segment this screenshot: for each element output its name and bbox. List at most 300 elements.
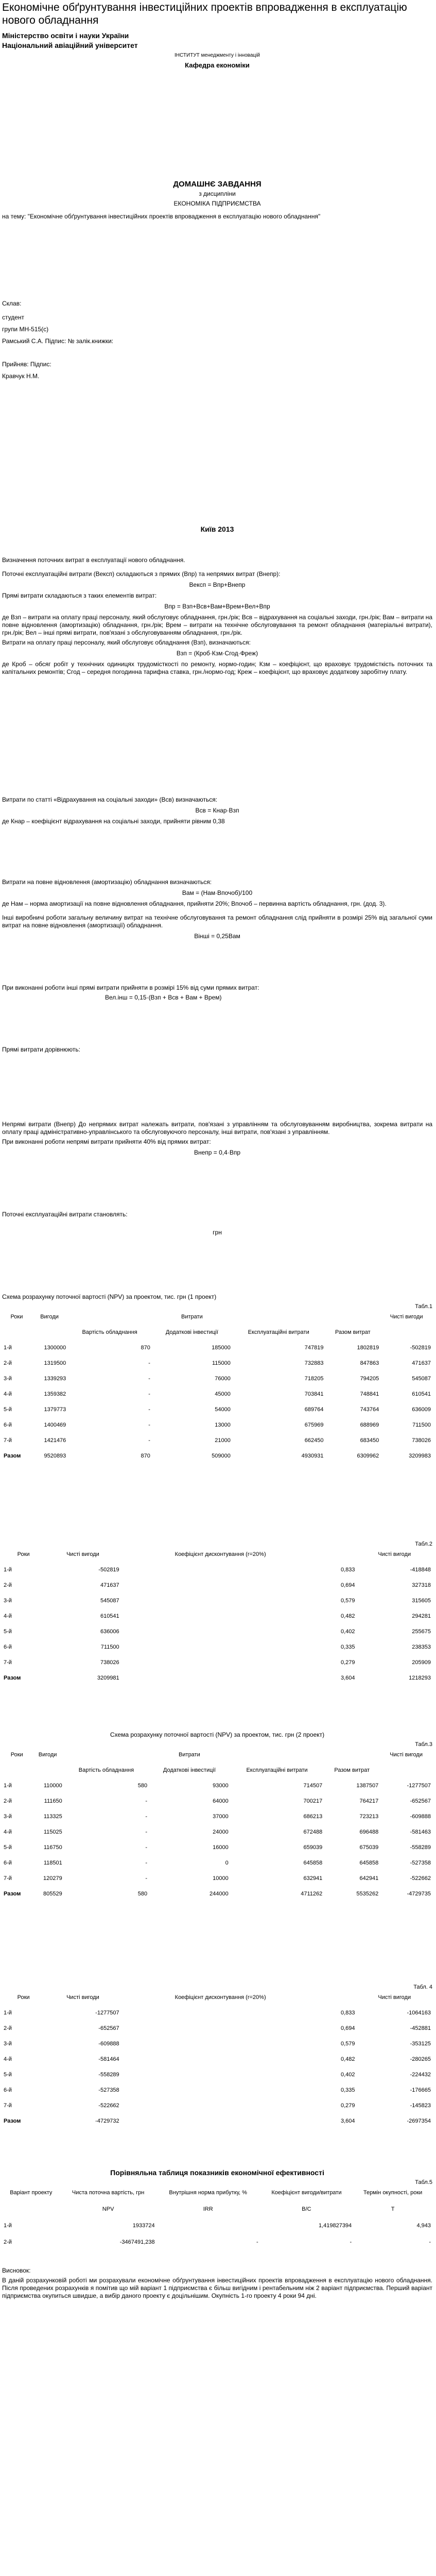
- table-cell: 0,579: [340, 2041, 355, 2047]
- table-row: [2, 1628, 432, 1643]
- table-cell: [2, 1328, 31, 1344]
- table-row: [2, 1843, 432, 1859]
- table-cell: 6309962: [357, 1453, 379, 1459]
- table-cell: 743764: [360, 1406, 379, 1413]
- table-cell: 6-й: [4, 1644, 12, 1650]
- table-cell: 642941: [359, 1875, 379, 1882]
- table-cell: Чисті вигоди: [378, 1994, 411, 2001]
- table-cell: 0,279: [340, 1659, 355, 1666]
- table-row: [2, 1581, 432, 1597]
- table-cell: -558289: [98, 2072, 119, 2078]
- table-cell: 3-й: [4, 1376, 12, 1382]
- table-cell: 545087: [100, 1598, 119, 1604]
- paragraph-1: Поточні експлуатаційні витрати (Вексп) складаються з прямих (Впр) та непрямих витрат (Внепр):: [2, 570, 281, 578]
- table-cell: 64000: [213, 1798, 229, 1804]
- table-cell: 632941: [303, 1875, 323, 1882]
- table-cell: [64, 1751, 149, 1766]
- teacher-name: Кравчук Н.М.: [2, 372, 40, 380]
- table-cell: Роки: [10, 1314, 23, 1320]
- table-cell: Разом: [4, 2118, 21, 2124]
- table-cell: 5-й: [4, 1844, 12, 1851]
- table-cell: 1-й: [4, 1783, 12, 1789]
- table-cell: 205909: [412, 1659, 431, 1666]
- table-cell: 545087: [412, 1376, 431, 1382]
- table-cell: 659039: [303, 1844, 323, 1851]
- table-cell: 711500: [412, 1422, 431, 1428]
- table-cell: 662450: [304, 1437, 324, 1444]
- table-cell: 6-й: [4, 1860, 12, 1866]
- table-cell: 1-й: [4, 2010, 12, 2016]
- table-cell: Роки: [17, 1551, 30, 1557]
- table-cell: 113325: [43, 1814, 62, 1820]
- table-cell: 714507: [303, 1783, 323, 1789]
- table-cell: 76000: [215, 1376, 231, 1382]
- table-cell: -280265: [410, 2056, 431, 2062]
- table-cell: [121, 2102, 320, 2117]
- table-cell: -527358: [98, 2087, 119, 2093]
- table-cell: [67, 1313, 152, 1328]
- conclusion-text: В даній розрахунковій роботі ми розрахували економічне обґрунтування інвестиційних проектів впровадження в експлуатацію нового обладнання. Після проведених розрахунків я помітив що мій варіант 1 підприємства є більш вигідним і рентабельним ніж 2 варіант підприємства. Перший варіант підприємства окупиться швидше, а вибір даного проекту є доцільнішим. Окупність 1-го проекту 4 роки 94 дні.: [2, 2277, 432, 2299]
- table-cell: 738026: [100, 1659, 119, 1666]
- table-cell: 1-й: [4, 2223, 12, 2229]
- table-row: [2, 2071, 432, 2086]
- table-cell: 2-й: [4, 1360, 12, 1366]
- table-cell: Коефіцієнт дисконтування (r=20%): [175, 1994, 266, 2001]
- table-row: [2, 1597, 432, 1612]
- table-row: [2, 1436, 432, 1452]
- table-row: [2, 2117, 432, 2132]
- table-cell: -: [148, 1360, 150, 1366]
- table-cell: -502819: [410, 1345, 431, 1351]
- table-cell: 1339293: [44, 1376, 66, 1382]
- table-cell: 703841: [304, 1391, 324, 1397]
- table-cell: -1277507: [95, 2010, 119, 2016]
- table-row: [2, 1390, 432, 1405]
- table-cell: 3-й: [4, 1598, 12, 1604]
- table-cell: 689764: [304, 1406, 324, 1413]
- table-cell: [121, 1674, 320, 1689]
- table-cell: 115000: [212, 1360, 231, 1366]
- table-cell: Коефіцієнт вигоди/витрати: [271, 2190, 342, 2196]
- department-name: Кафедра економіки: [185, 61, 250, 69]
- student-label: студент: [2, 314, 25, 321]
- table-header-row: [2, 1993, 432, 2009]
- table-cell: -1064163: [407, 2010, 431, 2016]
- table-cell: -522662: [410, 1875, 431, 1882]
- ministry-name: Міністерство освіти і науки України: [2, 31, 129, 40]
- table-cell: 10000: [213, 1875, 229, 1882]
- table-cell: 3209981: [97, 1675, 119, 1681]
- table-cell: -: [145, 1844, 148, 1851]
- formula-7: Вел.інш = 0,15·(Взп + Всв + Вам + Врем): [105, 994, 222, 1001]
- table-cell: 0,833: [340, 1567, 355, 1573]
- table-cell: 4,943: [416, 2223, 431, 2229]
- paragraph-8: Витрати на повне відновлення (амортизацію) обладнання визначаються:: [2, 878, 212, 886]
- table-cell: [320, 1993, 357, 2009]
- paragraph-13: Непрямі витрати (Внепр) До непрямих витрат належать витрати, пов'язані з управлінням та обслуговуванням виробництва, зокрема витрати на оплату праці адміністративно-управлінського та обслуговуючого персоналу, інші витрати, пов'язані з управлінням.: [2, 1121, 432, 1136]
- table-cell: 471637: [412, 1360, 431, 1366]
- table-cell: 7-й: [4, 1875, 12, 1882]
- table-cell: 711500: [100, 1644, 119, 1650]
- table-cell: 4-й: [4, 1613, 12, 1619]
- table-cell: Чисті вигоди: [390, 1314, 423, 1320]
- table-cell: 5-й: [4, 2072, 12, 2078]
- formula-3: Взп = (Кроб·Кзм·Сгод·Фреж): [176, 650, 258, 657]
- table-cell: 6-й: [4, 1422, 12, 1428]
- table-cell: -: [145, 1860, 148, 1866]
- paragraph-15: Поточні експлуатаційні витрати становлять:: [2, 1211, 128, 1218]
- accepted-by-label: Прийняв: Підпис:: [2, 361, 51, 368]
- table-cell: [324, 1751, 380, 1766]
- table-cell: Внутрішня норма прибутку, %: [169, 2190, 247, 2196]
- table5-title: Порівняльна таблиця показників економічної ефективності: [110, 2168, 324, 2177]
- table-cell: 794205: [360, 1376, 379, 1382]
- assignment-heading: ДОМАШНЄ ЗАВДАННЯ: [173, 180, 261, 189]
- paragraph-7: де Кнар – коефіцієнт відрахування на соціальні заходи, прийняти рівним 0,38: [2, 818, 225, 825]
- table-cell: 0,482: [340, 2056, 355, 2062]
- table-cell: [380, 1328, 432, 1344]
- table-cell: 718205: [304, 1376, 324, 1382]
- table-cell: Вигоди: [38, 1752, 57, 1758]
- group-label: групи МН-515(с): [2, 326, 49, 333]
- table-cell: 675039: [359, 1844, 379, 1851]
- table-cell: -: [148, 1422, 150, 1428]
- table-cell: Додаткові інвестиції: [165, 1329, 218, 1335]
- table-cell: Чисті вигоди: [390, 1752, 423, 1758]
- table-cell: 0,402: [340, 1629, 355, 1635]
- table-cell: 4-й: [4, 1391, 12, 1397]
- table-cell: 111650: [44, 1798, 62, 1804]
- table-cell: -558289: [410, 1844, 431, 1851]
- table-row: [2, 1859, 432, 1874]
- table-header-row: [2, 2189, 432, 2205]
- npv-table-project-2: [2, 1751, 432, 1905]
- assignment-topic: на тему: "Економічне обґрунтування інвестиційних проектів впровадження в експлуатацію нового обладнання": [2, 213, 321, 220]
- table-cell: [31, 1766, 63, 1782]
- table-subheader-row: [2, 2205, 432, 2222]
- table-cell: 1319500: [44, 1360, 66, 1366]
- table-cell: NPV: [102, 2206, 114, 2212]
- table-cell: -353125: [410, 2041, 431, 2047]
- table-cell: Експлуатаційні витрати: [246, 1767, 308, 1773]
- table-cell: 3-й: [4, 2041, 12, 2047]
- table-cell: 1421476: [44, 1437, 66, 1444]
- table-cell: 732883: [304, 1360, 324, 1366]
- table-row: [2, 1405, 432, 1421]
- table-cell: 4930931: [301, 1453, 324, 1459]
- table-row: [2, 1375, 432, 1390]
- table-row: [2, 1566, 432, 1581]
- table-cell: [232, 1313, 325, 1328]
- table-cell: [121, 2117, 320, 2132]
- table-cell: Вартість обладнання: [82, 1329, 137, 1335]
- table-row: [2, 2009, 432, 2024]
- city-year: Київ 2013: [200, 525, 234, 533]
- table-cell: 0,482: [340, 1613, 355, 1619]
- table-cell: [121, 2086, 320, 2102]
- table-cell: Чисті вигоди: [66, 1551, 99, 1557]
- table-cell: -: [148, 1406, 150, 1413]
- table-cell: 327318: [412, 1582, 431, 1588]
- table-row: [2, 1643, 432, 1658]
- table-cell: 748841: [360, 1391, 379, 1397]
- table-cell: -652567: [410, 1798, 431, 1804]
- paragraph-2: Прямі витрати складаються з таких елементів витрат:: [2, 592, 157, 599]
- table-cell: [121, 1581, 320, 1597]
- paragraph-9: де Нам – норма амортизації на повне відновлення обладнання, прийняти 20%; Впочоб – первинна вартість обладнання, грн. (дод. 3).: [2, 900, 387, 907]
- table-cell: 683450: [360, 1437, 379, 1444]
- table-cell: 7-й: [4, 1659, 12, 1666]
- table-row: [2, 1344, 432, 1359]
- table-cell: 7-й: [4, 1437, 12, 1444]
- table-cell: 110000: [43, 1783, 62, 1789]
- table-cell: 7-й: [4, 2103, 12, 2109]
- table-cell: 1933724: [132, 2223, 155, 2229]
- table-cell: 672488: [303, 1829, 323, 1835]
- table-cell: -145823: [410, 2103, 431, 2109]
- table-cell: 747819: [304, 1345, 324, 1351]
- table-cell: -4729732: [95, 2118, 119, 2124]
- table-cell: [121, 1597, 320, 1612]
- formula-8: Внепр = 0,4·Впр: [194, 1149, 240, 1156]
- table3-title: Схема розрахунку поточної вартості (NPV) за проектом, тис. грн (2 проект): [110, 1731, 325, 1738]
- table-cell: 870: [141, 1453, 150, 1459]
- table-cell: 255675: [412, 1629, 431, 1635]
- table-cell: 645858: [303, 1860, 323, 1866]
- efficiency-comparison-table: [2, 2189, 432, 2255]
- table-row: [2, 1874, 432, 1890]
- table-cell: 1802819: [357, 1345, 379, 1351]
- table-cell: 509000: [212, 1453, 231, 1459]
- table-cell: 0,335: [340, 2087, 355, 2093]
- table-cell: 24000: [213, 1829, 229, 1835]
- table-row: [2, 1782, 432, 1797]
- table-cell: [121, 1658, 320, 1674]
- table-cell: -: [148, 1376, 150, 1382]
- table-cell: Разом: [4, 1675, 21, 1681]
- table-cell: [230, 1751, 324, 1766]
- table-cell: 696488: [359, 1829, 379, 1835]
- table-cell: 580: [137, 1783, 148, 1789]
- table-header-row: [2, 1313, 432, 1328]
- table-cell: Чисті вигоди: [66, 1994, 99, 2001]
- table-cell: 3-й: [4, 1814, 12, 1820]
- table-cell: Експлуатаційні витрати: [248, 1329, 309, 1335]
- table-cell: 610541: [100, 1613, 119, 1619]
- table-cell: [2, 2205, 60, 2222]
- table-cell: Разом: [4, 1453, 21, 1459]
- table-row: [2, 2238, 432, 2255]
- paragraph-12: Прямі витрати дорівнюють:: [2, 1046, 80, 1053]
- table-cell: B/C: [302, 2206, 311, 2212]
- table5-caption: Табл.5: [415, 2179, 432, 2185]
- table-cell: 37000: [213, 1814, 229, 1820]
- table-cell: -522662: [98, 2103, 119, 2109]
- table1-caption: Табл.1: [415, 1303, 432, 1310]
- currency-unit: грн: [213, 1229, 222, 1236]
- table-cell: [121, 2040, 320, 2055]
- table-cell: 1218293: [409, 1675, 431, 1681]
- table-cell: 0,694: [340, 1582, 355, 1588]
- table-cell: 688969: [360, 1422, 379, 1428]
- paragraph-3: де Взп – витрати на оплату праці персоналу, який обслуговує обладнання, грн./рік; Всв – відрахування на соціальні заходи, грн./рік; Вам – витрати на повне відновлення (амортизацію) обладнання, грн./рік; Врем – витрати на технічне обслуговування та ремонт обладнання (матеріальні витрати), грн./рік; Вел – інші прямі витрати, пов'язані з обслуговуванням обладнання, грн./рік.: [2, 614, 432, 636]
- table-cell: [121, 2071, 320, 2086]
- discounted-benefits-table-project-1: [2, 1550, 432, 1689]
- table-cell: [121, 2009, 320, 2024]
- table-row: [2, 1452, 432, 1467]
- table-cell: 2-й: [4, 1582, 12, 1588]
- paragraph-6: Витрати по статті «Відрахування на соціальні заходи» (Всв) визначаються:: [2, 796, 218, 803]
- table-cell: 2-й: [4, 2025, 12, 2031]
- table-cell: [2, 1766, 31, 1782]
- table-cell: 93000: [213, 1783, 229, 1789]
- table4-caption: Табл. 4: [413, 1984, 432, 1990]
- formula-5: Вам = (Нам·Впочоб)/100: [182, 889, 253, 896]
- table-cell: -4729735: [407, 1891, 431, 1897]
- table-cell: 870: [141, 1345, 150, 1351]
- table-cell: T: [391, 2206, 395, 2212]
- student-name: Рамський С.А. Підпис: № залік.книжки:: [2, 337, 114, 345]
- table-cell: 636006: [100, 1629, 119, 1635]
- table-cell: 185000: [212, 1345, 231, 1351]
- table-cell: 1400469: [44, 1422, 66, 1428]
- table-cell: -2697354: [407, 2118, 431, 2124]
- paragraph-11: При виконанні роботи інші прямі витрати прийняти в розмірі 15% від суми прямих витрат:: [2, 984, 259, 991]
- table-cell: 764217: [359, 1798, 379, 1804]
- table-subheader-row: [2, 1766, 432, 1782]
- table-subheader-row: [2, 1328, 432, 1344]
- table-cell: 54000: [215, 1406, 231, 1413]
- table-cell: Варіант проекту: [10, 2190, 53, 2196]
- table-cell: Роки: [17, 1994, 30, 2001]
- paragraph-4: Витрати на оплату праці персоналу, який обслуговує обладнання (Взп), визначаються:: [2, 639, 251, 646]
- table-cell: 1387507: [356, 1783, 379, 1789]
- table-row: [2, 1421, 432, 1436]
- table-cell: 4-й: [4, 1829, 12, 1835]
- prepared-by-label: Склав:: [2, 300, 22, 307]
- table-cell: 21000: [215, 1437, 231, 1444]
- table-cell: -: [145, 1814, 148, 1820]
- table-cell: -176665: [410, 2087, 431, 2093]
- university-name: Національний авіаційний університет: [2, 41, 138, 49]
- table-cell: -581464: [98, 2056, 119, 2062]
- table-cell: -: [145, 1798, 148, 1804]
- table-cell: 118501: [43, 1860, 62, 1866]
- conclusion-heading: Висновок:: [2, 2267, 31, 2274]
- table-cell: 1,419827394: [318, 2223, 352, 2229]
- table-cell: 580: [137, 1891, 148, 1897]
- table-cell: [121, 1628, 320, 1643]
- table-cell: Термін окупності, роки: [363, 2190, 423, 2196]
- table-cell: Разом витрат: [335, 1329, 371, 1335]
- table-cell: Разом витрат: [334, 1767, 370, 1773]
- formula-6: Вінші = 0,25Вам: [194, 933, 240, 940]
- table-row: [2, 1828, 432, 1843]
- table3-caption: Табл.3: [415, 1741, 432, 1748]
- table-cell: 238353: [412, 1644, 431, 1650]
- table-cell: 3,604: [340, 1675, 355, 1681]
- table-cell: 1359382: [44, 1391, 66, 1397]
- table-cell: 610541: [412, 1391, 431, 1397]
- table-cell: 3,604: [340, 2118, 355, 2124]
- table-cell: 1379773: [44, 1406, 66, 1413]
- formula-1: Вексп = Впр+Внепр: [189, 581, 246, 588]
- table-cell: 2-й: [4, 1798, 12, 1804]
- paragraph-14: При виконанні роботи непрямі витрати прийняти 40% від прямих витрат:: [2, 1138, 211, 1145]
- table-cell: -581463: [410, 1829, 431, 1835]
- table-cell: 847863: [360, 1360, 379, 1366]
- table-row: [2, 1890, 432, 1905]
- table-cell: [320, 1550, 357, 1566]
- table-cell: [121, 1612, 320, 1628]
- table-cell: [156, 2222, 260, 2238]
- table-row: [2, 2222, 432, 2238]
- table-cell: Чисті вигоди: [378, 1551, 411, 1557]
- table-cell: [121, 1566, 320, 1581]
- table-cell: -3467491,238: [119, 2239, 155, 2245]
- table-cell: [325, 1313, 380, 1328]
- table-cell: -609888: [98, 2041, 119, 2047]
- institute-name: ІНСТИТУТ менеджменту і інновацій: [175, 53, 260, 58]
- table-cell: -: [429, 2239, 431, 2245]
- table-cell: Разом: [4, 1891, 21, 1897]
- table-cell: 0,402: [340, 2072, 355, 2078]
- table-row: [2, 2040, 432, 2055]
- table-cell: 45000: [215, 1391, 231, 1397]
- table-cell: 645858: [359, 1860, 379, 1866]
- table-cell: 116750: [43, 1844, 62, 1851]
- npv-table-project-1: [2, 1313, 432, 1467]
- table-row: [2, 2086, 432, 2102]
- table-cell: 0,279: [340, 2103, 355, 2109]
- intro-text: Визначення поточних витрат в експлуатації нового обладнання.: [2, 556, 185, 564]
- table2-caption: Табл.2: [415, 1541, 432, 1547]
- table-cell: 244000: [210, 1891, 229, 1897]
- table-cell: -418848: [410, 1567, 431, 1573]
- document-title: Економічне обґрунтування інвестиційних проектів впровадження в експлуатацію нового обладнання: [2, 2, 407, 26]
- table-cell: [380, 1766, 432, 1782]
- table-cell: IRR: [203, 2206, 213, 2212]
- paragraph-5: де Кроб – обсяг робіт у технічних одиницях трудомісткості по ремонту, нормо-годин; Кзм – коефіцієнт, що враховує трудомісткість поточних та капітальних ремонтів; Сгод – середня погодинна тарифна ставка, грн./нормо-год; Креж – коефіцієнт, що враховує додаткову заробітну плату.: [2, 660, 432, 675]
- table-cell: -: [256, 2239, 258, 2245]
- table-row: [2, 1658, 432, 1674]
- table-cell: -: [350, 2239, 352, 2245]
- table-cell: 0,694: [340, 2025, 355, 2031]
- table-cell: Коефіцієнт дисконтування (r=20%): [175, 1551, 266, 1557]
- table-cell: -: [145, 1829, 148, 1835]
- table-cell: -452881: [410, 2025, 431, 2031]
- table-row: [2, 1797, 432, 1812]
- subject-label: з дисципліни: [199, 190, 236, 197]
- formula-2: Впр = Взп+Всв+Вам+Врем+Вел+Впр: [164, 603, 270, 610]
- table-cell: 700217: [303, 1798, 323, 1804]
- table-cell: 0,833: [340, 2010, 355, 2016]
- table-cell: [31, 1328, 67, 1344]
- table-cell: 120279: [43, 1875, 62, 1882]
- table-cell: 2-й: [4, 2239, 12, 2245]
- table-cell: [121, 2024, 320, 2040]
- table-cell: 16000: [213, 1844, 229, 1851]
- formula-4: Всв = Кнар·Взп: [195, 807, 239, 814]
- table-row: [2, 2055, 432, 2071]
- table-cell: 294281: [412, 1613, 431, 1619]
- table-cell: 805529: [43, 1891, 62, 1897]
- table-cell: Роки: [10, 1752, 23, 1758]
- table-cell: 4711262: [301, 1891, 323, 1897]
- subject-name: ЕКОНОМІКА ПІДПРИЄМСТВА: [173, 200, 261, 207]
- table-cell: -: [148, 1437, 150, 1444]
- table-cell: [121, 1643, 320, 1658]
